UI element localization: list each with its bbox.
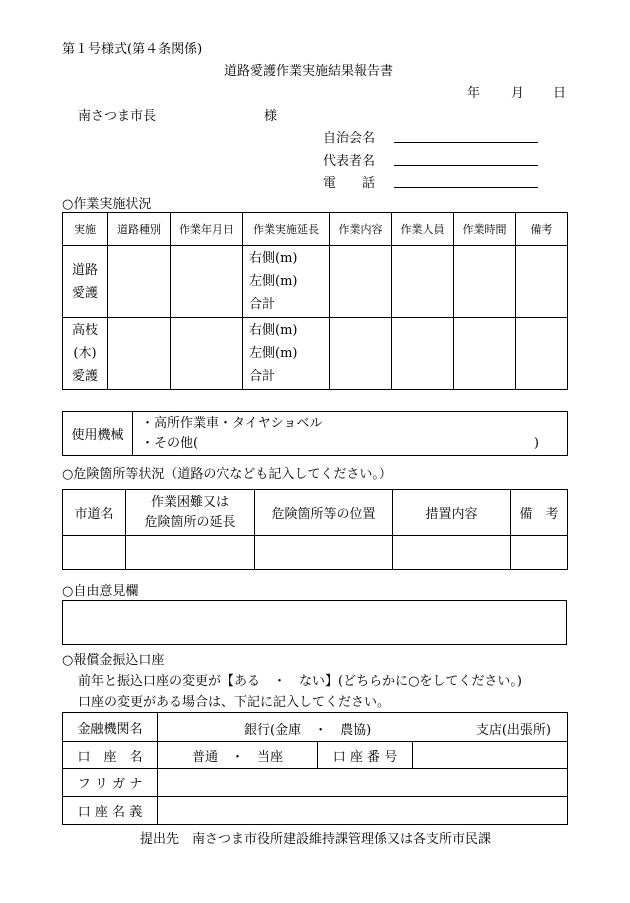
extent-cell[interactable]: 右側(m) 左側(m) 合計 — [243, 318, 330, 390]
denwa-field[interactable] — [394, 187, 538, 188]
jichikai-field[interactable] — [394, 142, 538, 143]
col-road-type: 道路種別 — [108, 213, 171, 246]
acct-no-label: 口 座 番 号 — [318, 742, 413, 769]
cell[interactable] — [511, 536, 568, 570]
col-work-extent: 作業実施延長 — [243, 213, 330, 246]
table-row — [63, 536, 568, 570]
danger-heading: ○危険箇所等状況（道路の穴なども記入してください。） — [62, 467, 392, 482]
acct-type[interactable]: 普通 ・ 当座 — [158, 742, 318, 769]
extent-cell[interactable]: 右側(m) 左側(m) 合計 — [243, 246, 330, 318]
machines-label: 使用機械 — [63, 412, 133, 456]
work-status-table — [62, 212, 568, 390]
col-work-time: 作業時間 — [454, 213, 516, 246]
col-measures: 措置内容 — [393, 490, 511, 536]
col-danger-location: 危険箇所等の位置 — [255, 490, 393, 536]
daihyo-field[interactable] — [394, 165, 538, 166]
honorific: 様 — [264, 109, 278, 124]
cell[interactable] — [108, 246, 171, 318]
col-work-people: 作業人員 — [392, 213, 454, 246]
cell[interactable] — [516, 318, 568, 390]
date-month: 月 — [511, 86, 525, 101]
table-row — [63, 246, 568, 318]
machines-cell[interactable] — [133, 412, 568, 456]
col-work-date: 作業年月日 — [171, 213, 243, 246]
bank-note1: 前年と振込口座の変更が【ある ・ ない】(どちらかに○をしてください。) — [78, 674, 522, 689]
cell[interactable] — [171, 318, 243, 390]
cell[interactable] — [392, 246, 454, 318]
col-jisshi: 実施 — [63, 213, 108, 246]
cell[interactable] — [330, 318, 392, 390]
cell[interactable] — [63, 536, 126, 570]
denwa-label: 電 話 — [323, 176, 376, 191]
machines-line1: ・高所作業車・タイヤショベル — [141, 415, 323, 431]
col-remarks: 備 考 — [511, 490, 568, 536]
table-row — [63, 318, 568, 390]
cell[interactable] — [126, 536, 255, 570]
form-number: 第１号様式(第４条関係) — [62, 42, 203, 57]
cell[interactable] — [516, 246, 568, 318]
submit-to: 提出先 南さつま市役所建設維持課管理係又は各支所市民課 — [140, 832, 492, 847]
furigana-field[interactable] — [158, 769, 568, 797]
work-status-heading: ○作業実施状況 — [62, 197, 152, 212]
machines-line2: ・その他( ) — [141, 435, 539, 451]
holder-label: 口 座 名 義 — [63, 797, 158, 825]
cell[interactable] — [393, 536, 511, 570]
jichikai-label: 自治会名 — [323, 131, 376, 146]
danger-table — [62, 489, 568, 570]
holder-field[interactable] — [158, 797, 568, 825]
date-year: 年 — [467, 86, 481, 101]
inst-cell[interactable] — [158, 713, 568, 742]
cell[interactable] — [330, 246, 392, 318]
inst-label: 金融機関名 — [63, 713, 158, 742]
addressee: 南さつま市長 — [78, 109, 157, 124]
cell[interactable] — [108, 318, 171, 390]
opinion-heading: ○自由意見欄 — [62, 584, 139, 599]
furigana-label: フ リ ガ ナ — [63, 769, 158, 797]
date-day: 日 — [553, 86, 567, 101]
inst-value: 銀行(金庫 ・ 農協) — [244, 723, 372, 738]
bank-note2: 口座の変更がある場合は、下記に記入してください。 — [78, 695, 391, 710]
acct-label: 口 座 名 — [63, 742, 158, 769]
bank-heading: ○報償金振込口座 — [62, 653, 165, 668]
bank-table — [62, 712, 568, 825]
cell[interactable] — [392, 318, 454, 390]
machines-table — [62, 411, 568, 456]
branch-value: 支店(出張所) — [475, 723, 552, 738]
page-title: 道路愛護作業実施結果報告書 — [224, 64, 394, 79]
row-kind-road: 道路 愛護 — [63, 246, 108, 318]
col-work-content: 作業内容 — [330, 213, 392, 246]
col-remarks: 備考 — [516, 213, 568, 246]
cell[interactable] — [171, 246, 243, 318]
cell[interactable] — [255, 536, 393, 570]
row-kind-branch: 高枝 (木) 愛護 — [63, 318, 108, 390]
col-road-name: 市道名 — [63, 490, 126, 536]
cell[interactable] — [454, 318, 516, 390]
cell[interactable] — [454, 246, 516, 318]
daihyo-label: 代表者名 — [323, 154, 376, 169]
opinion-box[interactable] — [62, 600, 567, 645]
acct-no-field[interactable] — [413, 742, 568, 769]
col-danger-extent: 作業困難又は 危険箇所の延長 — [126, 490, 255, 536]
